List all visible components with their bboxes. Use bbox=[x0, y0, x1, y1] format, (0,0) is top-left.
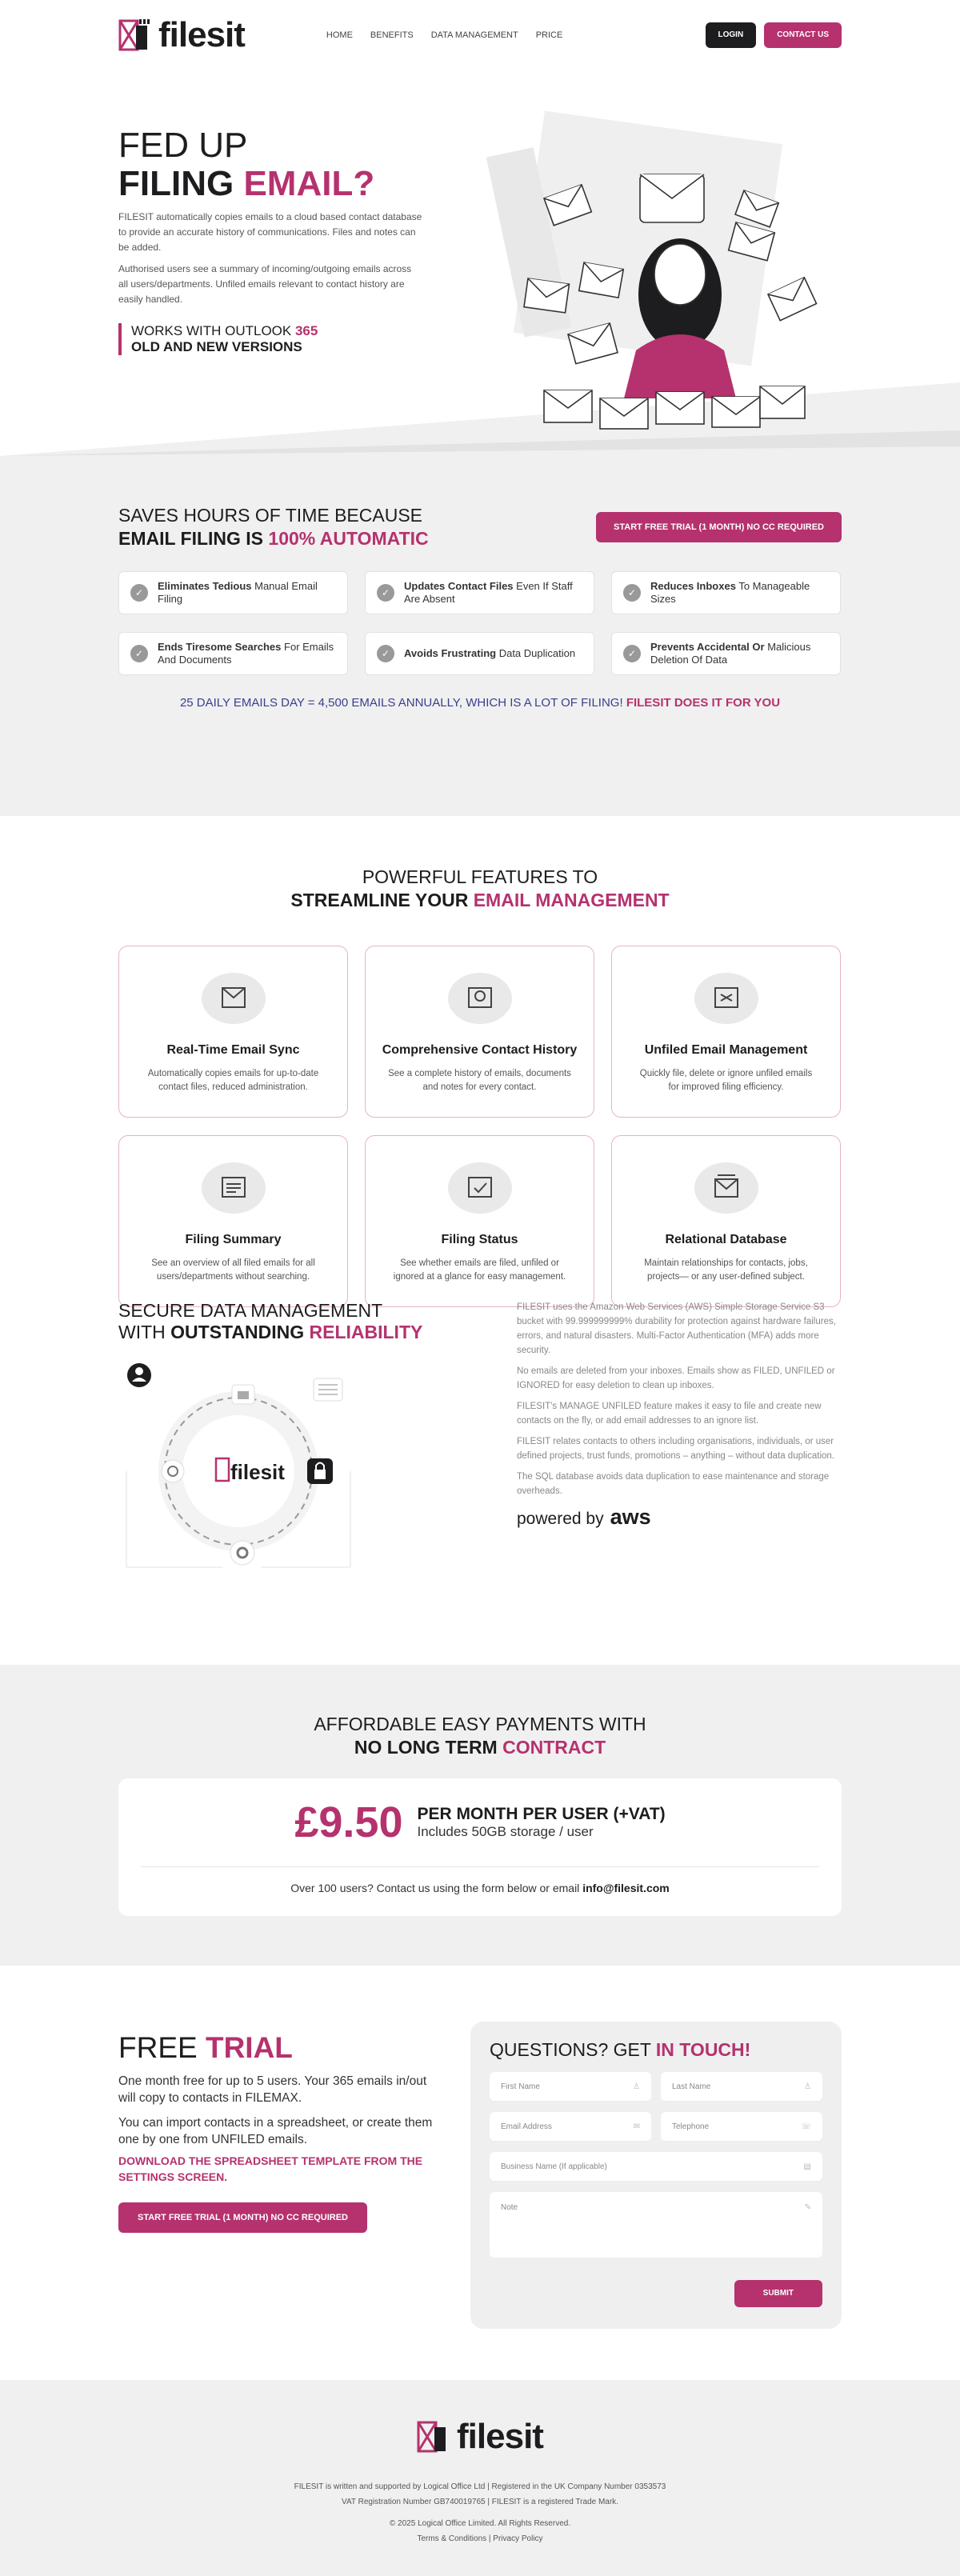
feature-card bbox=[118, 1135, 348, 1307]
hero-paragraph-2: Authorised users see a summary of incoming/outgoing emails across all users/departments. Unfiled emails relevant to contact history are easily handled. bbox=[118, 263, 412, 305]
hero-paragraph-1: FILESIT automatically copies emails to a cloud based contact database to provide an accurate history of communications. Files and notes can be added. bbox=[118, 211, 422, 253]
last-name-field[interactable]: Last Name ♙ bbox=[661, 2072, 822, 2101]
logo-wordmark: filesit bbox=[158, 15, 245, 54]
email-tally: 25 DAILY EMAILS DAY = 4,500 EMAILS ANNUALLY, WHICH IS A LOT OF FILING! FILESIT DOES IT FOR YOU bbox=[179, 696, 781, 710]
over-100-users: Over 100 users? Contact us using the form below or email info@filesit.com bbox=[290, 1882, 670, 1894]
check-icon: ✓ bbox=[623, 584, 641, 602]
site-footer bbox=[0, 2380, 960, 2576]
site-header bbox=[0, 0, 960, 70]
feature-desc: Quickly file, delete or ignore unfiled emails for improved filing efficiency. bbox=[639, 1069, 813, 1092]
secure-paragraph: The SQL database avoids data duplication to ease maintenance and storage overheads. bbox=[517, 1472, 830, 1496]
check-icon: ✓ bbox=[377, 584, 394, 602]
telephone-field[interactable]: Telephone ☏ bbox=[661, 2112, 822, 2141]
features-section bbox=[0, 816, 960, 1300]
start-free-trial-button-2[interactable]: START FREE TRIAL (1 MONTH) NO CC REQUIRED bbox=[118, 2202, 367, 2233]
powered-by-aws: powered by aws bbox=[517, 1505, 651, 1529]
first-name-field[interactable]: First Name ♙ bbox=[490, 2072, 651, 2101]
note-field[interactable]: Note ✎ bbox=[490, 2192, 822, 2258]
security-diagram bbox=[118, 1351, 358, 1583]
feature-desc: See a complete history of emails, documents and notes for every contact. bbox=[388, 1069, 571, 1092]
aws-logo: aws bbox=[610, 1505, 651, 1529]
feature-card bbox=[118, 946, 348, 1118]
logo[interactable] bbox=[118, 15, 245, 55]
benefit-card: ✓ Avoids Frustrating Data Duplication bbox=[365, 632, 594, 675]
nav-home[interactable]: HOME bbox=[326, 30, 353, 40]
benefit-card: ✓ Eliminates Tedious Manual Email Filing bbox=[118, 571, 348, 614]
feature-desc: See an overview of all filed emails for all users/departments without searching. bbox=[151, 1258, 315, 1282]
submit-button[interactable]: SUBMIT bbox=[734, 2280, 822, 2307]
benefit-card: ✓ Ends Tiresome Searches For Emails And Documents bbox=[118, 632, 348, 675]
feature-card bbox=[365, 946, 594, 1118]
price-per: PER MONTH PER USER (+VAT) bbox=[417, 1805, 666, 1823]
free-trial-section bbox=[0, 1966, 960, 2380]
logo-icon bbox=[118, 18, 152, 53]
secure-title: SECURE DATA MANAGEMENT WITH OUTSTANDING RELIABILITY bbox=[118, 1300, 423, 1342]
logo-icon bbox=[417, 2419, 450, 2454]
price-amount: £9.50 bbox=[294, 1798, 403, 1846]
hero-title: FED UP FILING EMAIL? bbox=[118, 126, 375, 203]
svg-text:filesit: filesit bbox=[230, 1460, 285, 1484]
check-icon: ✓ bbox=[623, 645, 641, 662]
business-name-field[interactable]: Business Name (If applicable) ▤ bbox=[490, 2152, 822, 2181]
benefits-title: SAVES HOURS OF TIME BECAUSE EMAIL FILING IS 100% AUTOMATIC bbox=[118, 505, 429, 549]
footer-company-info: FILESIT is written and supported by Logical Office Ltd | Registered in the UK Company Number 0353573 bbox=[294, 2482, 666, 2491]
feature-card bbox=[611, 946, 841, 1118]
benefit-card: ✓ Updates Contact Files Even If Staff Are Absent bbox=[365, 571, 594, 614]
nav-price[interactable]: PRICE bbox=[535, 30, 563, 40]
feature-card bbox=[365, 1135, 594, 1307]
logo-wordmark: filesit bbox=[457, 2417, 543, 2456]
start-free-trial-button[interactable]: START FREE TRIAL (1 MONTH) NO CC REQUIRED bbox=[596, 512, 842, 542]
pricing-title: AFFORDABLE EASY PAYMENTS WITH NO LONG TERM CONTRACT bbox=[314, 1714, 646, 1758]
contact-form bbox=[470, 2022, 842, 2329]
pricing-section bbox=[0, 1665, 960, 1966]
footer-vat-info: VAT Registration Number GB740019765 | FILESIT is a registered Trade Mark. bbox=[342, 2498, 618, 2506]
user-icon: ♙ bbox=[633, 2082, 640, 2091]
free-trial-title: FREE TRIAL bbox=[118, 2031, 293, 2064]
price-includes: Includes 50GB storage / user bbox=[417, 1824, 594, 1839]
email-field[interactable]: Email Address ✉ bbox=[490, 2112, 651, 2141]
nav-data-management[interactable]: DATA MANAGEMENT bbox=[430, 30, 518, 40]
feature-title: Relational Database bbox=[665, 1233, 787, 1246]
works-with-outlook: WORKS WITH OUTLOOK 365 OLD AND NEW VERSIONS bbox=[118, 323, 422, 355]
check-icon: ✓ bbox=[130, 584, 148, 602]
filing-summary-icon bbox=[200, 1160, 267, 1216]
feature-desc: See whether emails are filed, unfiled or ignored at a glance for easy management. bbox=[393, 1258, 566, 1282]
contact-history-icon bbox=[446, 970, 514, 1026]
download-template-link[interactable]: DOWNLOAD THE SPREADSHEET TEMPLATE FROM THE SETTINGS SCREEN. bbox=[118, 2154, 423, 2183]
user-icon: ♙ bbox=[804, 2082, 811, 2091]
mail-icon: ✉ bbox=[633, 2122, 640, 2131]
contact-us-button[interactable]: CONTACT US bbox=[764, 22, 842, 48]
feature-title: Unfiled Email Management bbox=[644, 1043, 808, 1057]
secure-paragraph: No emails are deleted from your inboxes. Emails show as FILED, UNFILED or IGNORED for easy deletion to clean up inboxes. bbox=[517, 1366, 835, 1390]
feature-desc: Automatically copies emails for up-to-date contact files, reduced administration. bbox=[147, 1069, 319, 1092]
features-title: POWERFUL FEATURES TO STREAMLINE YOUR EMAIL MANAGEMENT bbox=[290, 866, 670, 910]
email-sync-icon bbox=[200, 970, 267, 1026]
footer-logo[interactable] bbox=[0, 2417, 960, 2457]
secure-paragraph: FILESIT's MANAGE UNFILED feature makes it easy to file and create new contacts on the fly, or add email addresses to an ignore list. bbox=[517, 1402, 822, 1426]
feature-title: Comprehensive Contact History bbox=[382, 1043, 578, 1057]
feature-card bbox=[611, 1135, 841, 1307]
nav-benefits[interactable]: BENEFITS bbox=[370, 30, 414, 40]
trial-paragraph-1: One month free for up to 5 users. Your 365 emails in/out will copy to contacts in FILEMAX. bbox=[118, 2074, 427, 2105]
main-nav bbox=[326, 30, 562, 40]
phone-icon: ☏ bbox=[801, 2122, 811, 2131]
check-icon: ✓ bbox=[377, 645, 394, 662]
footer-copyright: © 2025 Logical Office Limited. All Rights Reserved. bbox=[389, 2519, 571, 2528]
benefit-card: ✓ Prevents Accidental Or Malicious Deletion Of Data bbox=[611, 632, 841, 675]
feature-desc: Maintain relationships for contacts, jobs, projects— or any user-defined subject. bbox=[644, 1258, 808, 1282]
feature-title: Filing Status bbox=[441, 1233, 518, 1246]
filing-status-icon bbox=[446, 1160, 514, 1216]
feature-title: Filing Summary bbox=[185, 1233, 282, 1246]
building-icon: ▤ bbox=[803, 2162, 811, 2171]
hero-section bbox=[0, 70, 960, 456]
benefit-card: ✓ Reduces Inboxes To Manageable Sizes bbox=[611, 571, 841, 614]
pencil-icon: ✎ bbox=[804, 2203, 811, 2212]
relational-database-icon bbox=[693, 1160, 760, 1216]
woman-with-emails-illustration bbox=[480, 94, 832, 430]
form-title: QUESTIONS? GET IN TOUCH! bbox=[490, 2039, 751, 2060]
check-icon: ✓ bbox=[130, 645, 148, 662]
footer-links[interactable]: Terms & Conditions | Privacy Policy bbox=[417, 2534, 543, 2543]
feature-title: Real-Time Email Sync bbox=[166, 1043, 300, 1057]
benefits-section bbox=[0, 456, 960, 816]
secure-paragraph: FILESIT relates contacts to others including organisations, individuals, or user defined projects, trust funds, promotions – anything – without data duplication. bbox=[517, 1437, 834, 1461]
secure-data-section bbox=[0, 1300, 960, 1665]
price-card bbox=[118, 1778, 842, 1916]
login-button[interactable]: LOGIN bbox=[706, 22, 757, 48]
contact-email-link[interactable]: info@filesit.com bbox=[582, 1882, 670, 1894]
unfiled-email-icon bbox=[693, 970, 760, 1026]
secure-paragraph: FILESIT uses the Amazon Web Services (AWS) Simple Storage Service S3 bucket with 99.999999999% durability for protection against hardware failures, errors, and natural disasters. Multi-Factor Authentication (MFA) adds more security. bbox=[517, 1302, 836, 1355]
trial-paragraph-2: You can import contacts in a spreadsheet, or create them one by one from UNFILED emails. bbox=[118, 2116, 433, 2146]
